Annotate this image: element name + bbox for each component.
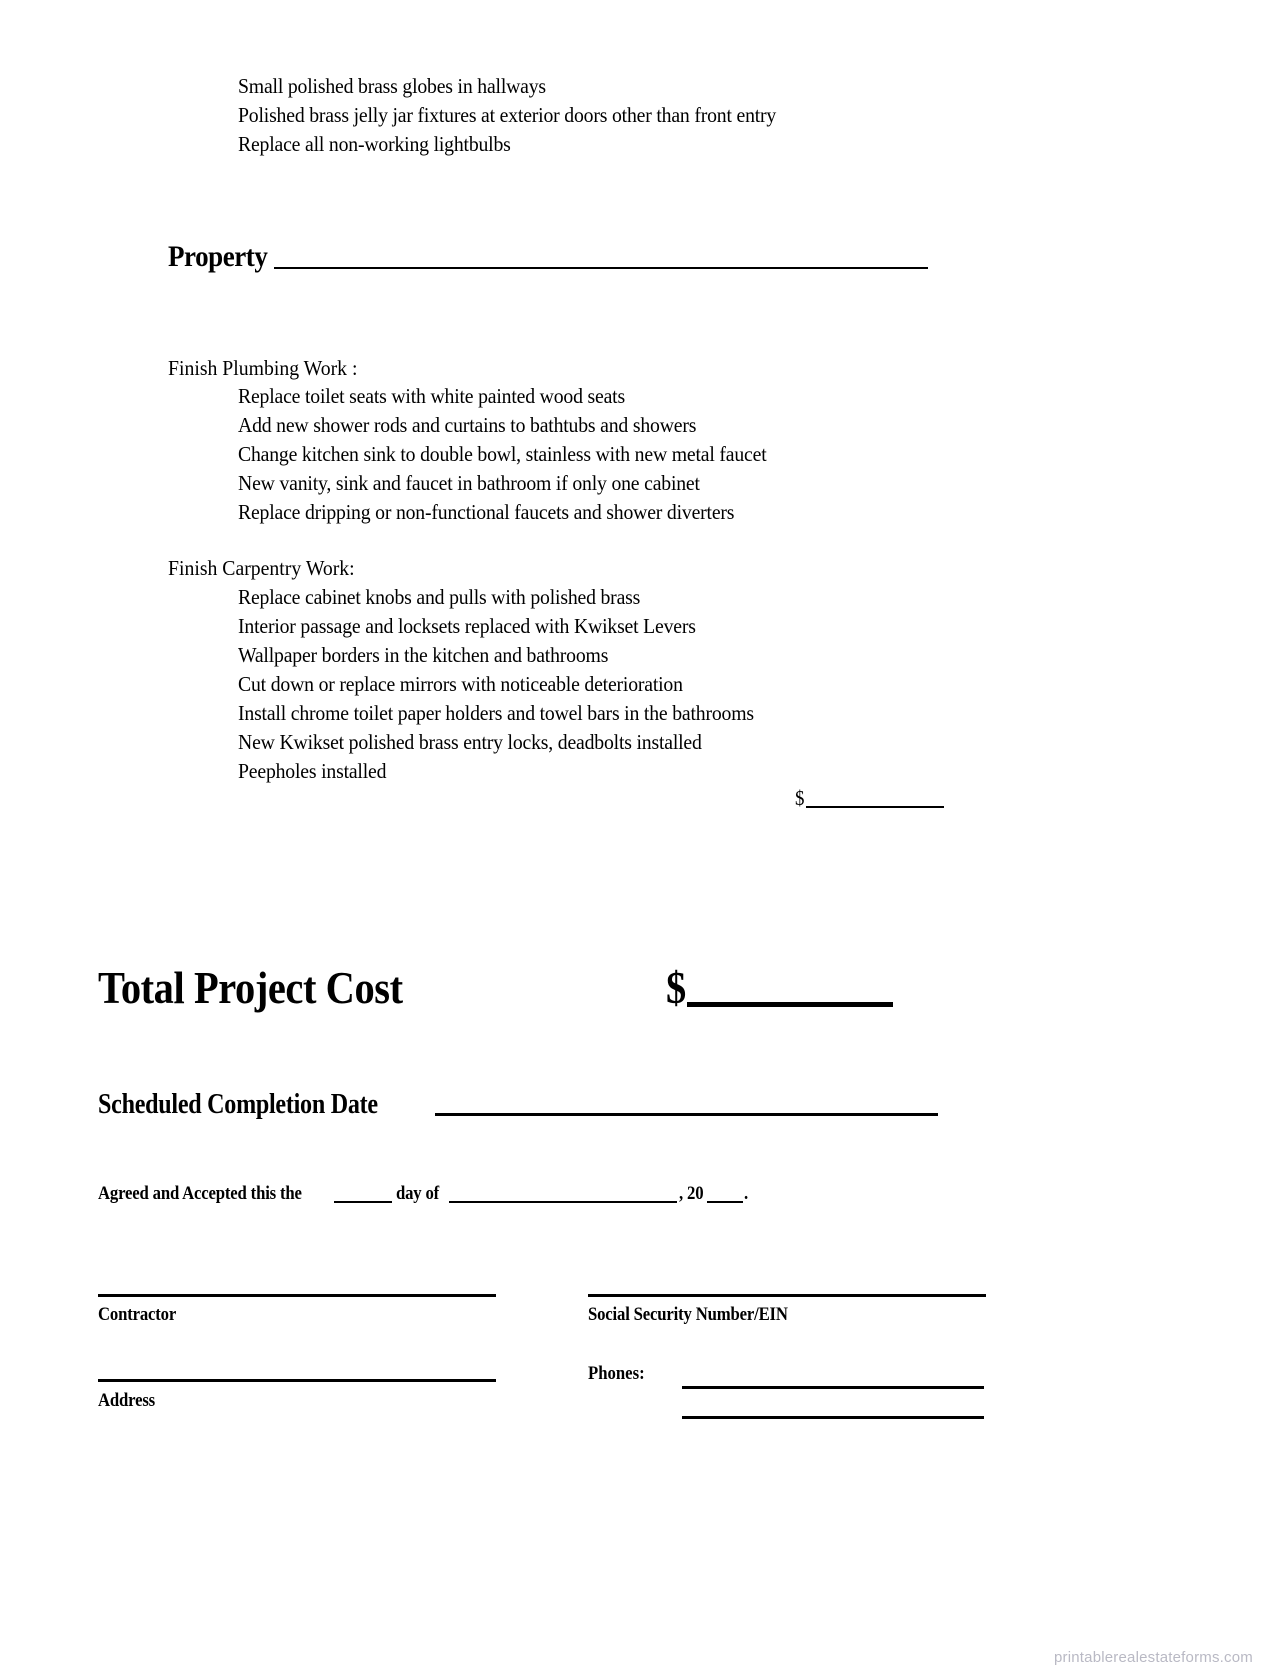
property-label: Property xyxy=(168,240,268,273)
scheduled-completion-blank-line[interactable] xyxy=(435,1113,938,1116)
total-project-cost-label: Total Project Cost xyxy=(98,962,403,1013)
list-item: Cut down or replace mirrors with noticeable deterioration xyxy=(238,672,683,696)
list-item: Small polished brass globes in hallways xyxy=(238,74,546,98)
property-blank-line[interactable] xyxy=(274,267,928,269)
list-item: Change kitchen sink to double bowl, stainless with new metal faucet xyxy=(238,442,767,466)
contractor-signature-line[interactable] xyxy=(98,1294,496,1297)
list-item: Install chrome toilet paper holders and towel bars in the bathrooms xyxy=(238,701,754,725)
currency-symbol: $ xyxy=(795,786,805,810)
list-item: Interior passage and locksets replaced with Kwikset Levers xyxy=(238,614,696,638)
address-line[interactable] xyxy=(98,1379,496,1382)
ssn-ein-label: Social Security Number/EIN xyxy=(588,1304,788,1325)
agreement-prefix-label: Agreed and Accepted this the xyxy=(98,1183,302,1204)
agreement-mid-label: day of xyxy=(395,1183,439,1204)
property-field[interactable] xyxy=(168,240,928,274)
agreement-row xyxy=(98,1182,749,1206)
agreement-day-blank[interactable] xyxy=(334,1201,392,1203)
list-item: Polished brass jelly jar fixtures at exterior doors other than front entry xyxy=(238,103,777,127)
scheduled-completion-row xyxy=(98,1089,938,1121)
agreement-suffix-label: . xyxy=(744,1183,749,1204)
agreement-month-blank[interactable] xyxy=(449,1201,677,1203)
total-project-cost-field[interactable] xyxy=(666,962,893,1014)
agreement-year-prefix-label: , 20 xyxy=(678,1183,703,1204)
list-item: New Kwikset polished brass entry locks, deadbolts installed xyxy=(238,730,702,754)
scheduled-completion-label: Scheduled Completion Date xyxy=(98,1089,378,1120)
section-subtotal-field[interactable] xyxy=(795,786,944,811)
phone-line-2[interactable] xyxy=(682,1416,984,1419)
list-item: Replace cabinet knobs and pulls with polished brass xyxy=(238,585,641,609)
agreement-year-blank[interactable] xyxy=(707,1201,743,1203)
total-blank-line[interactable] xyxy=(687,1002,893,1007)
list-item: Replace toilet seats with white painted wood seats xyxy=(238,384,625,408)
currency-symbol: $ xyxy=(666,962,687,1013)
contractor-label: Contractor xyxy=(98,1304,177,1325)
list-item: Replace dripping or non-functional faucets and shower diverters xyxy=(238,500,735,524)
total-project-cost-row xyxy=(98,962,948,1014)
section-heading-plumbing: Finish Plumbing Work : xyxy=(168,356,358,380)
list-item: Wallpaper borders in the kitchen and bathrooms xyxy=(238,643,609,667)
subtotal-blank-line[interactable] xyxy=(806,806,944,808)
address-label: Address xyxy=(98,1390,156,1411)
phones-label: Phones: xyxy=(588,1363,645,1384)
list-item: Replace all non-working lightbulbs xyxy=(238,132,511,156)
ssn-ein-line[interactable] xyxy=(588,1294,986,1297)
list-item: Peepholes installed xyxy=(238,759,387,783)
list-item: Add new shower rods and curtains to bathtubs and showers xyxy=(238,413,697,437)
phone-line-1[interactable] xyxy=(682,1386,984,1389)
section-heading-carpentry: Finish Carpentry Work: xyxy=(168,556,355,580)
footer-watermark: printablerealestateforms.com xyxy=(1053,1649,1253,1666)
list-item: New vanity, sink and faucet in bathroom if only one cabinet xyxy=(238,471,700,495)
